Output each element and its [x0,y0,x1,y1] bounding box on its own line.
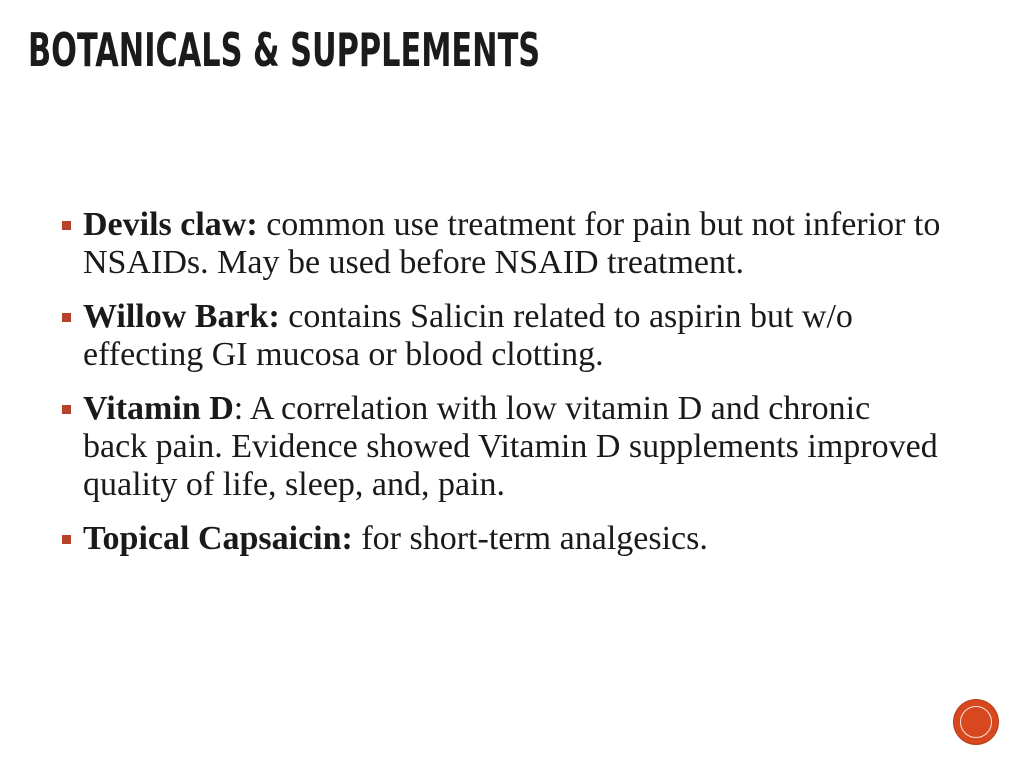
square-bullet-icon [62,405,71,414]
bullet-term: Vitamin D [83,390,234,427]
bullet-term: Topical Capsaicin: [83,520,353,557]
square-bullet-icon [62,313,71,322]
circle-icon [960,706,992,738]
bullet-list [62,206,942,574]
bullet-item-topical-capsaicin [62,520,942,558]
slide-nav-button[interactable] [954,700,998,744]
bullet-term: Willow Bark: [83,298,280,335]
slide-title: BOTANICALS & SUPPLEMENTS [28,23,541,77]
square-bullet-icon [62,221,71,230]
bullet-text: : A correlation with low vitamin D and chronic back pain. Evidence showed Vitamin D supplements improved quality of life, sleep, and, pain. [83,390,938,503]
bullet-item-vitamin-d [62,390,942,504]
bullet-item-devils-claw [62,206,942,282]
bullet-item-willow-bark [62,298,942,374]
bullet-term: Devils claw: [83,206,258,243]
bullet-text: for short-term analgesics. [352,520,708,557]
square-bullet-icon [62,535,71,544]
bullet-text: contains Salicin related to aspirin but w/o effecting GI mucosa or blood clotting. [83,298,853,373]
bullet-text: common use treatment for pain but not inferior to NSAIDs. May be used before NSAID treatment. [83,206,941,281]
